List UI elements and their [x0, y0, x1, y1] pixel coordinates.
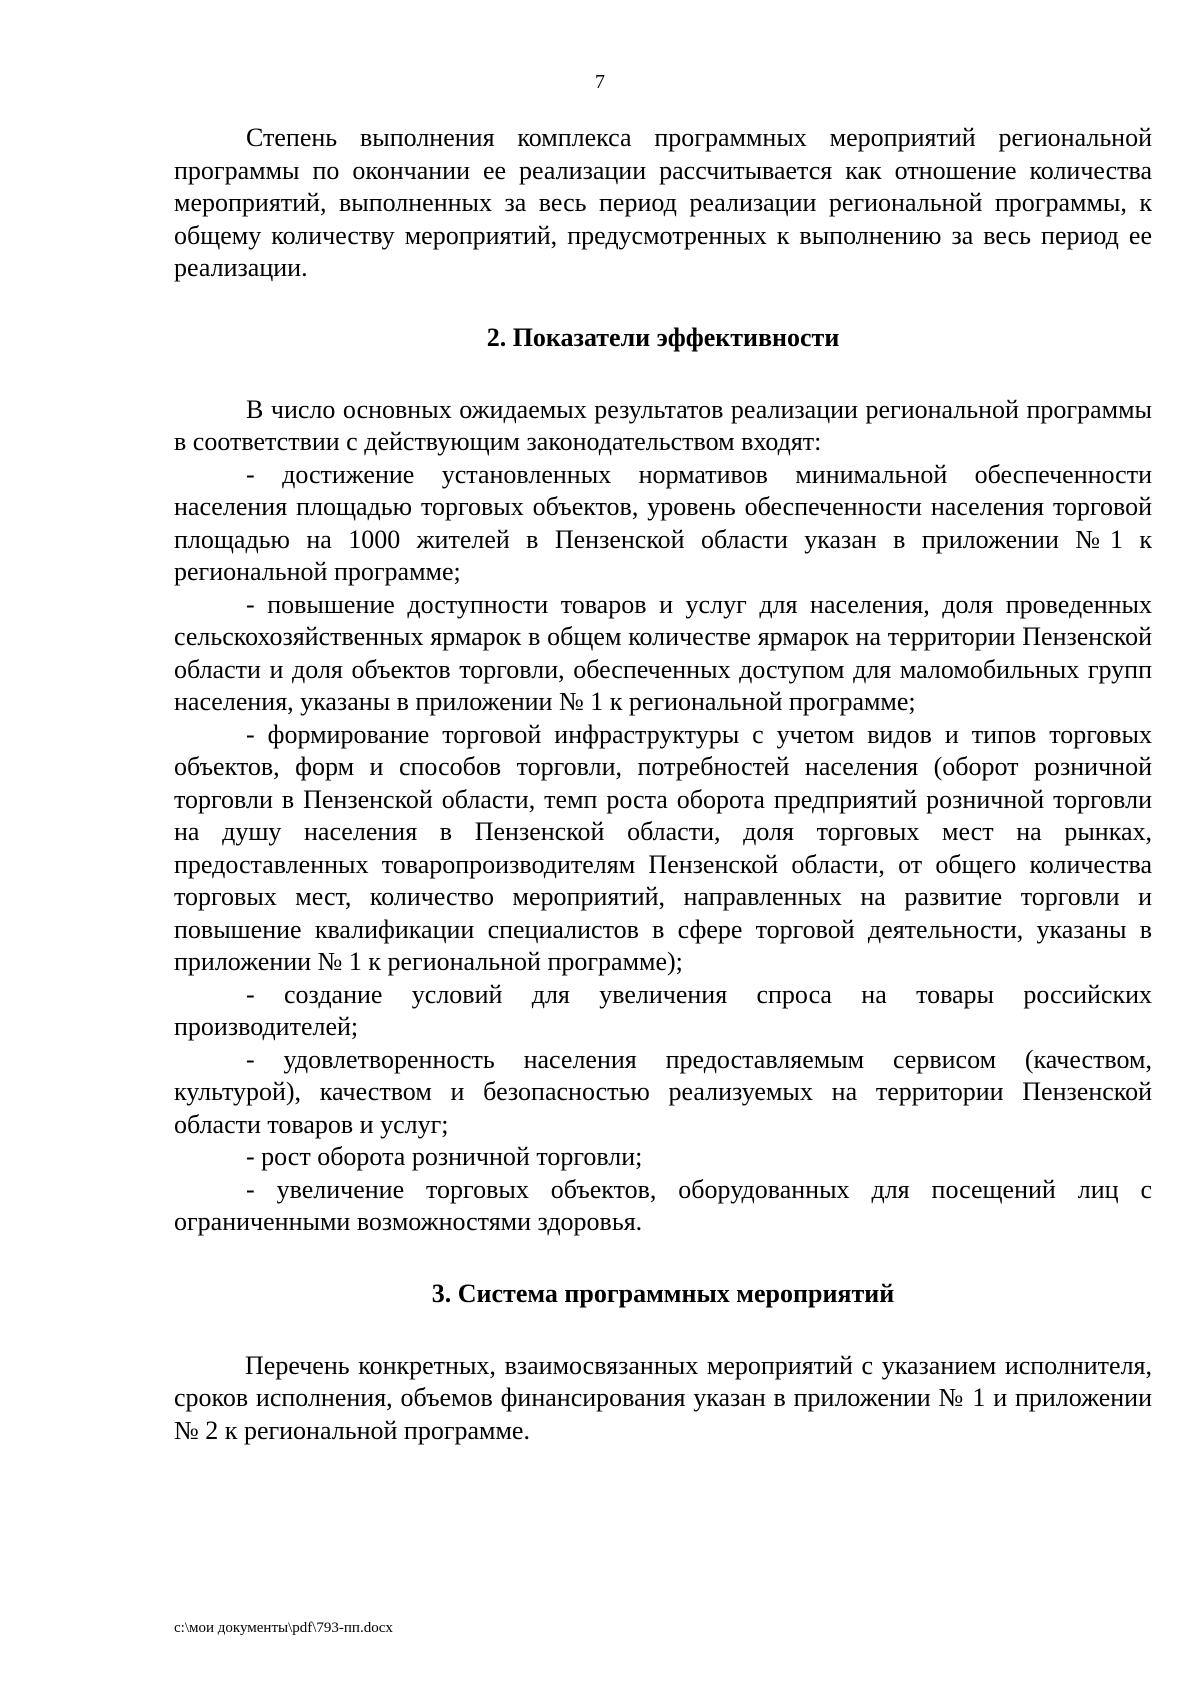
page-number: 7 — [595, 71, 605, 93]
section-2-list-item: - создание условий для увеличения спроса на товары российских производителей; — [174, 979, 1152, 1041]
section-2-paragraph: В число основных ожидаемых результатов реализации региональной программы в соответствии с действующим законодательством входят: — [174, 394, 1152, 456]
section-3-paragraph: Перечень конкретных, взаимосвязанных мероприятий с указанием исполнителя, сроков исполнения, объемов финансирования указан в приложении № 1 и приложении № 2 к региональной программе. — [174, 1350, 1152, 1445]
intro-paragraph: Степень выполнения комплекса программных мероприятий региональной программы по окончании ее реализации рассчитывается как отношение количества мероприятий, выполненных за весь период реализации региональной программы, к общему количеству мероприятий, предусмотренных к выполнению за весь период ее реализации. — [174, 123, 1152, 282]
section-2-list-item: - удовлетворенность населения предоставляемым сервисом (качеством, культурой), качеством и безопасностью реализуемых на территории Пензенской области товаров и услуг; — [174, 1044, 1152, 1139]
section-2-list-item: - достижение установленных нормативов минимальной обеспеченности населения площадью торговых объектов, уровень обеспеченности населения торговой площадью на 1000 жителей в Пензенской области указан в приложении №1 к региональной программе; — [174, 459, 1152, 586]
section-3-heading: 3. Система программных мероприятий — [431, 1278, 895, 1308]
section-2-heading: 2. Показатели эффективности — [486, 322, 840, 352]
section-2-list-item: - формирование торговой инфраструктуры с учетом видов и типов торговых объектов, форм и способов торговли, потребностей населения (оборот розничной торговли в Пензенской области, темп роста оборота предприятий розничной торговли на душу населения в Пензенской области, доля торговых мест на рынках, предоставленных товаропроизводителям Пензенской области, от общего количества торговых мест, количество мероприятий, направленных на развитие торговли и повышение квалификации специалистов в сфере торговой деятельности, указаны в приложении № 1 к региональной программе); — [174, 719, 1152, 976]
document-body — [174, 122, 1152, 1447]
section-2-list-item: - увеличение торговых объектов, оборудованных для посещений лиц с ограниченными возможностями здоровья. — [174, 1174, 1152, 1236]
section-2-body — [174, 394, 1152, 1239]
section-2-list-item: - рост оборота розничной торговли; — [246, 1142, 643, 1171]
section-2-list-item: - повышение доступности товаров и услуг для населения, доля проведенных сельскохозяйственных ярмарок в общем количестве ярмарок на территории Пензенской области и доля объектов торговли, обеспеченных доступом для маломобильных групп населения, указаны в приложении № 1 к региональной программе; — [174, 589, 1152, 716]
footer-file-path: c:\мои документы\pdf\793-пп.docx — [174, 1620, 393, 1636]
